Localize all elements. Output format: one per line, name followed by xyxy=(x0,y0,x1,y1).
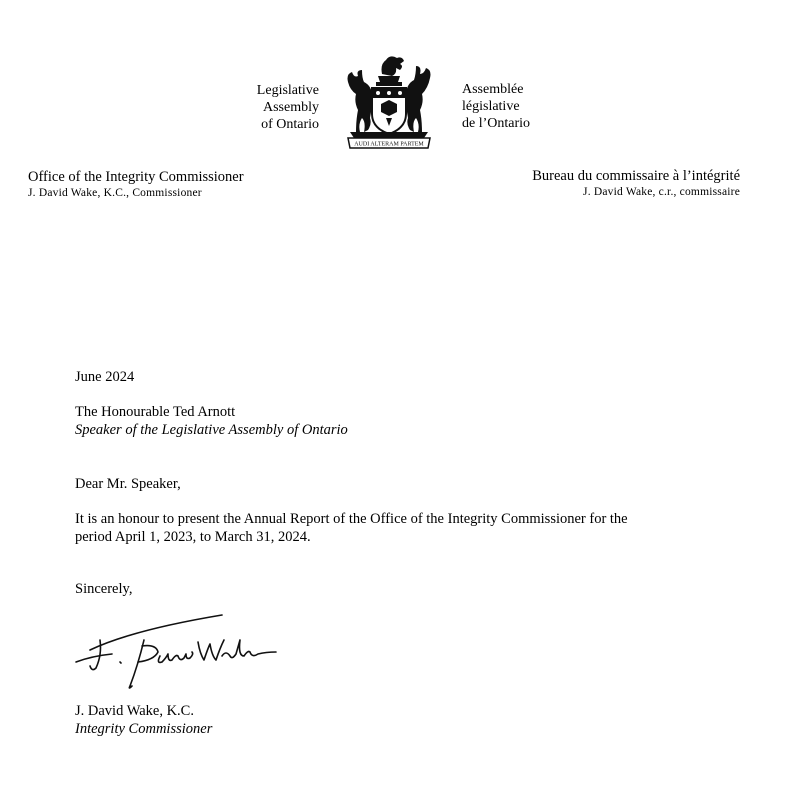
signature-image xyxy=(72,610,277,690)
office-subtitle-french: J. David Wake, c.r., commissaire xyxy=(583,186,740,198)
assembly-fr-line-1: Assemblée xyxy=(462,82,524,97)
signer-block xyxy=(75,702,212,738)
recipient-title: Speaker of the Legislative Assembly of Ontario xyxy=(75,422,348,438)
crest-motto: AUDI ALTERAM PARTEM xyxy=(354,141,424,148)
signer-title: Integrity Commissioner xyxy=(75,721,213,737)
assembly-name-french xyxy=(462,81,530,132)
assembly-en-line-1: Legislative xyxy=(256,83,319,98)
signer-name: J. David Wake, K.C. xyxy=(75,703,194,719)
office-block-english xyxy=(28,169,244,200)
assembly-en-line-3: of Ontario xyxy=(261,117,319,132)
letter-paragraph xyxy=(75,510,628,546)
recipient-block xyxy=(75,403,348,439)
assembly-fr-line-2: législative xyxy=(462,99,520,114)
paragraph-line-2: period April 1, 2023, to March 31, 2024. xyxy=(75,529,311,545)
coat-of-arms-icon xyxy=(342,52,436,150)
office-subtitle-english: J. David Wake, K.C., Commissioner xyxy=(28,187,202,199)
letter-date: June 2024 xyxy=(75,369,135,385)
office-block-french xyxy=(532,168,740,199)
office-title-english: Office of the Integrity Commissioner xyxy=(28,169,244,185)
assembly-fr-line-3: de l’Ontario xyxy=(462,116,531,131)
assembly-en-line-2: Assembly xyxy=(263,100,319,115)
closing: Sincerely, xyxy=(75,581,133,597)
office-title-french: Bureau du commissaire à l’intégrité xyxy=(532,168,740,184)
paragraph-line-1: It is an honour to present the Annual Report of the Office of the Integrity Commissioner for the xyxy=(75,511,628,527)
assembly-name-english xyxy=(257,82,319,133)
recipient-name: The Honourable Ted Arnott xyxy=(75,404,236,420)
salutation: Dear Mr. Speaker, xyxy=(75,476,181,492)
